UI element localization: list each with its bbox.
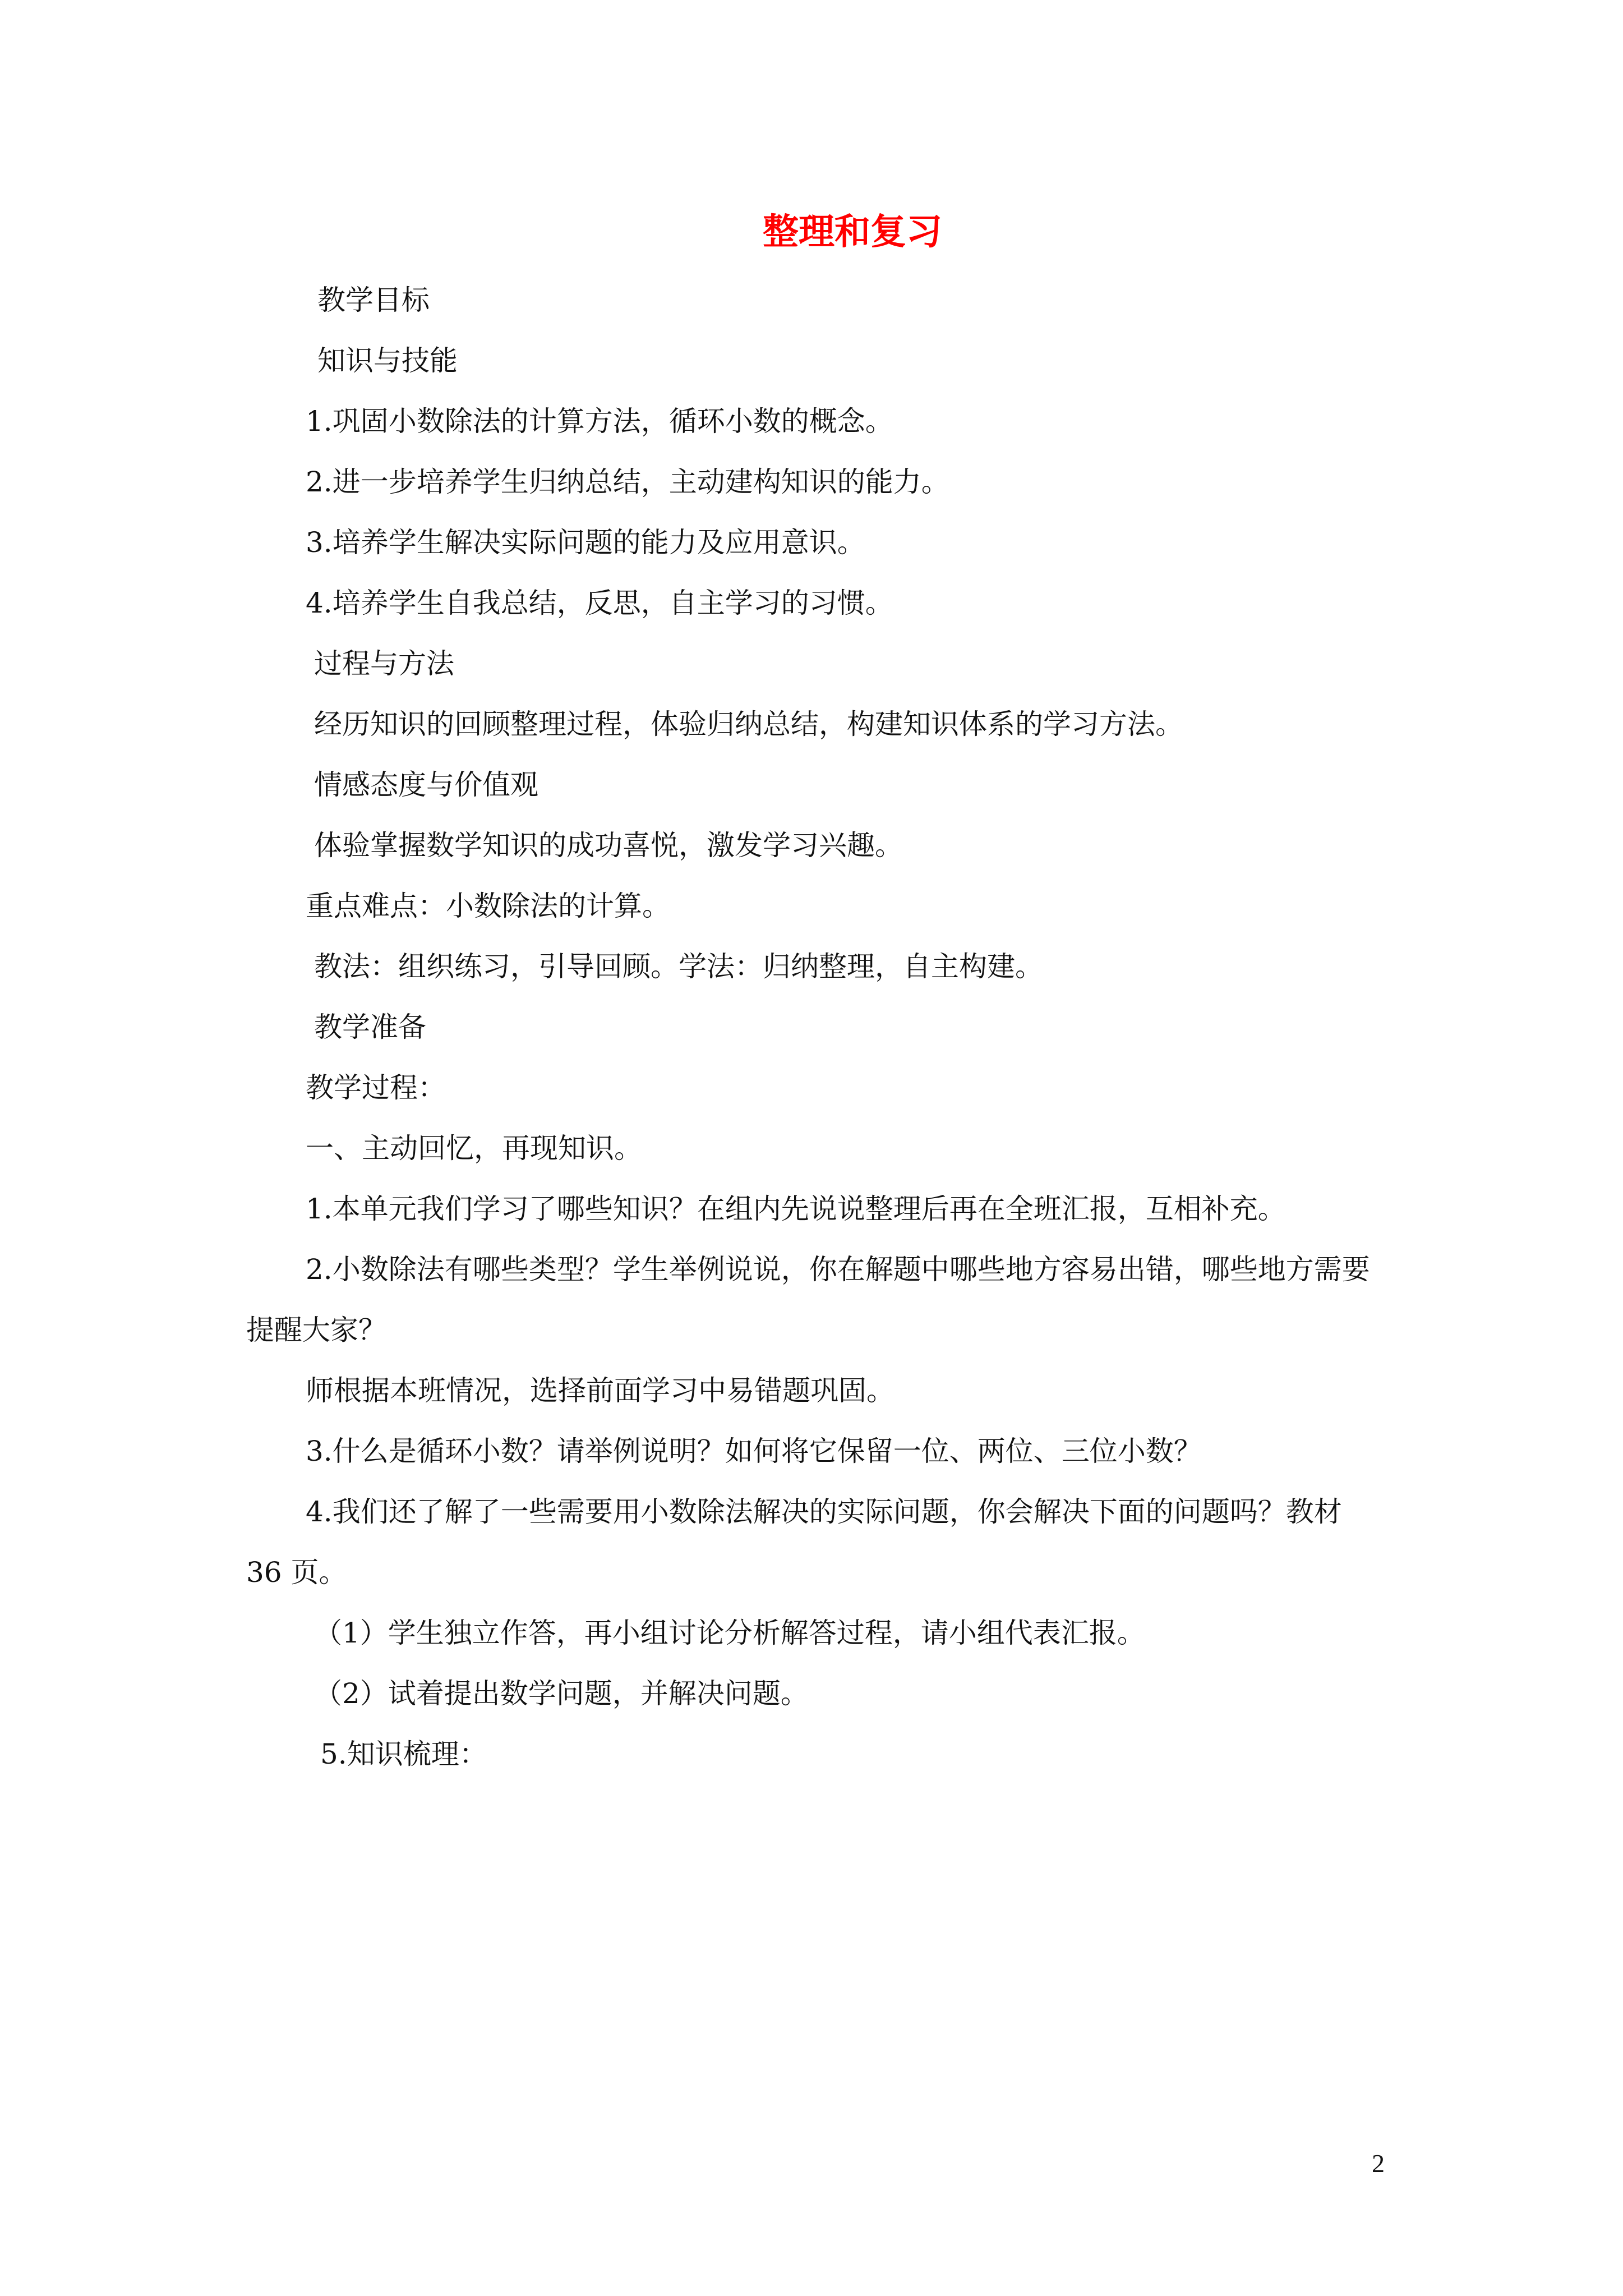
paragraph-line: 师根据本班情况，选择前面学习中易错题巩固。 bbox=[306, 1374, 895, 1407]
subheading-teaching-process: 教学过程： bbox=[306, 1071, 446, 1104]
page-number: 2 bbox=[1372, 2149, 1385, 2178]
sub-item: （2）试着提出数学问题，并解决问题。 bbox=[314, 1677, 809, 1710]
paragraph-line: 2.小数除法有哪些类型？学生举例说说，你在解题中哪些地方容易出错，哪些地方需要 bbox=[306, 1253, 1370, 1286]
section-heading: 一、主动回忆，再现知识。 bbox=[306, 1132, 642, 1165]
subheading-preparation: 教学准备 bbox=[314, 1011, 426, 1043]
paragraph-line: 经历知识的回顾整理过程，体验归纳总结，构建知识体系的学习方法。 bbox=[314, 708, 1183, 740]
goal-item: 1.巩固小数除法的计算方法，循环小数的概念。 bbox=[306, 405, 893, 438]
paragraph-line: 3.什么是循环小数？请举例说明？如何将它保留一位、两位、三位小数？ bbox=[306, 1435, 1202, 1467]
paragraph-line: 5.知识梳理： bbox=[320, 1738, 487, 1770]
teaching-method-line: 教法：组织练习，引导回顾。学法：归纳整理，自主构建。 bbox=[314, 950, 1043, 983]
paragraph-line: 1.本单元我们学习了哪些知识？在组内先说说整理后再在全班汇报，互相补充。 bbox=[306, 1193, 1286, 1225]
subheading-attitude-values: 情感态度与价值观 bbox=[314, 769, 538, 801]
paragraph-continuation: 提醒大家？ bbox=[246, 1314, 386, 1346]
subheading-knowledge-skills: 知识与技能 bbox=[317, 344, 458, 377]
key-difficulty-line: 重点难点：小数除法的计算。 bbox=[306, 890, 670, 922]
page-title: 整理和复习 bbox=[763, 211, 942, 253]
heading-teaching-goals: 教学目标 bbox=[317, 284, 430, 316]
goal-item: 2.进一步培养学生归纳总结，主动建构知识的能力。 bbox=[306, 466, 949, 498]
paragraph-line: 体验掌握数学知识的成功喜悦，激发学习兴趣。 bbox=[314, 829, 903, 862]
sub-item: （1）学生独立作答，再小组讨论分析解答过程，请小组代表汇报。 bbox=[314, 1617, 1145, 1649]
paragraph-continuation: 36 页。 bbox=[246, 1556, 347, 1589]
goal-item: 4.培养学生自我总结，反思，自主学习的习惯。 bbox=[306, 587, 893, 619]
paragraph-line: 4.我们还了解了一些需要用小数除法解决的实际问题，你会解决下面的问题吗？教材 bbox=[306, 1496, 1342, 1528]
subheading-process-method: 过程与方法 bbox=[314, 647, 454, 680]
goal-item: 3.培养学生解决实际问题的能力及应用意识。 bbox=[306, 526, 865, 559]
